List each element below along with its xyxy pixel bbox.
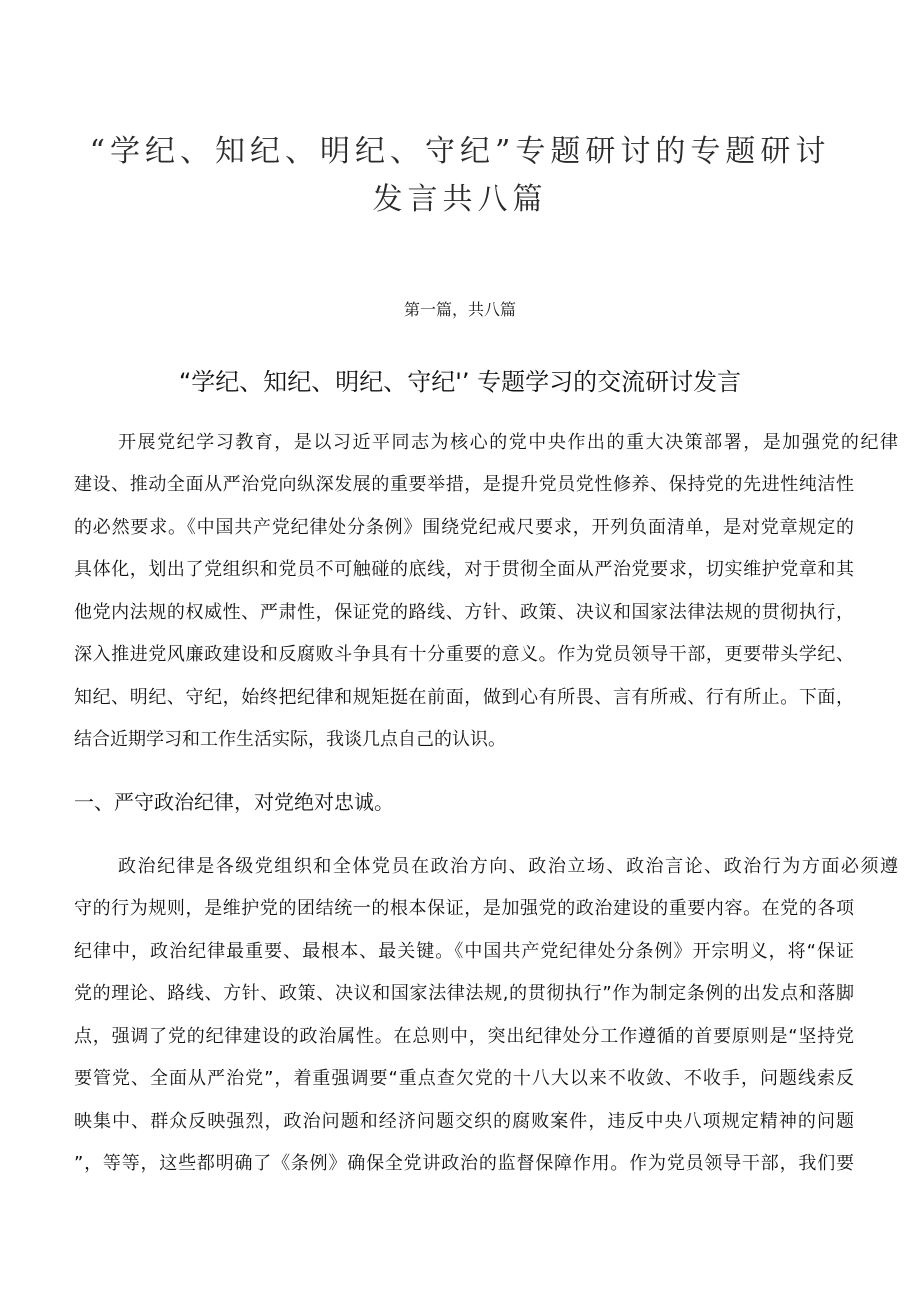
- paragraph-line: 建设、推动全面从严治党向纵深发展的重要举措，是提升党员党性修养、保持党的先进性纯洁性: [74, 474, 854, 495]
- paragraph-line: 具体化，划出了党组织和党员不可触碰的底线，对于贯彻全面从严治党要求，切实维护党章和其: [74, 559, 854, 580]
- document-title-line-1: “学纪、知纪、明纪、守纪”专题研讨的专题研讨: [89, 134, 831, 169]
- document-title-line-2: 发言共八篇: [372, 182, 548, 217]
- speech-title: “学纪、知纪、明纪、守纪'’ 专题学习的交流研讨发言: [178, 368, 742, 396]
- part-label: 第一篇，共八篇: [403, 300, 516, 319]
- paragraph-line: 纪律中，政治纪律最重要、最根本、最关键。《中国共产党纪律处分条例》开宗明义，将“保证: [74, 941, 854, 962]
- section-heading: 一、严守政治纪律，对党绝对忠诚。: [74, 790, 394, 814]
- paragraph-line: 深入推进党风廉政建设和反腐败斗争具有十分重要的意义。作为党员领导干部，更要带头学纪、: [74, 644, 854, 665]
- paragraph-line: 开展党纪学习教育，是以习近平同志为核心的党中央作出的重大决策部署，是加强党的纪律: [118, 432, 898, 453]
- paragraph-line: 映集中、群众反映强烈，政治问题和经济问题交织的腐败案件，违反中央八项规定精神的问题: [74, 1111, 854, 1132]
- paragraph-line: 他党内法规的权威性、严肃性，保证党的路线、方针、政策、决议和国家法律法规的贯彻执行，: [74, 602, 854, 623]
- paragraph-line: 的必然要求。《中国共产党纪律处分条例》围绕党纪戒尺要求，开列负面清单，是对党章规定的: [74, 517, 854, 538]
- paragraph-line: 守的行为规则，是维护党的团结统一的根本保证，是加强党的政治建设的重要内容。在党的各项: [74, 898, 854, 919]
- paragraph-line: 结合近期学习和工作生活实际，我谈几点自己的认识。: [74, 729, 506, 750]
- paragraph-line: 政治纪律是各级党组织和全体党员在政治方向、政治立场、政治言论、政治行为方面必须遵: [118, 856, 898, 877]
- paragraph-line: 要管党、全面从严治党”，着重强调要“重点查欠党的十八大以来不收敛、不收手，问题线索反: [74, 1068, 854, 1089]
- paragraph-line: 点，强调了党的纪律建设的政治属性。在总则中，突出纪律处分工作遵循的首要原则是“坚持党: [74, 1026, 854, 1047]
- paragraph-line: ”，等等，这些都明确了《条例》确保全党讲政治的监督保障作用。作为党员领导干部，我们要: [74, 1153, 854, 1174]
- paragraph-line: 党的理论、路线、方针、政策、决议和国家法律法规,的贯彻执行”作为制定条例的出发点和落脚: [74, 983, 854, 1004]
- paragraph-line: 知纪、明纪、守纪，始终把纪律和规矩挺在前面，做到心有所畏、言有所戒、行有所止。下面，: [74, 687, 854, 708]
